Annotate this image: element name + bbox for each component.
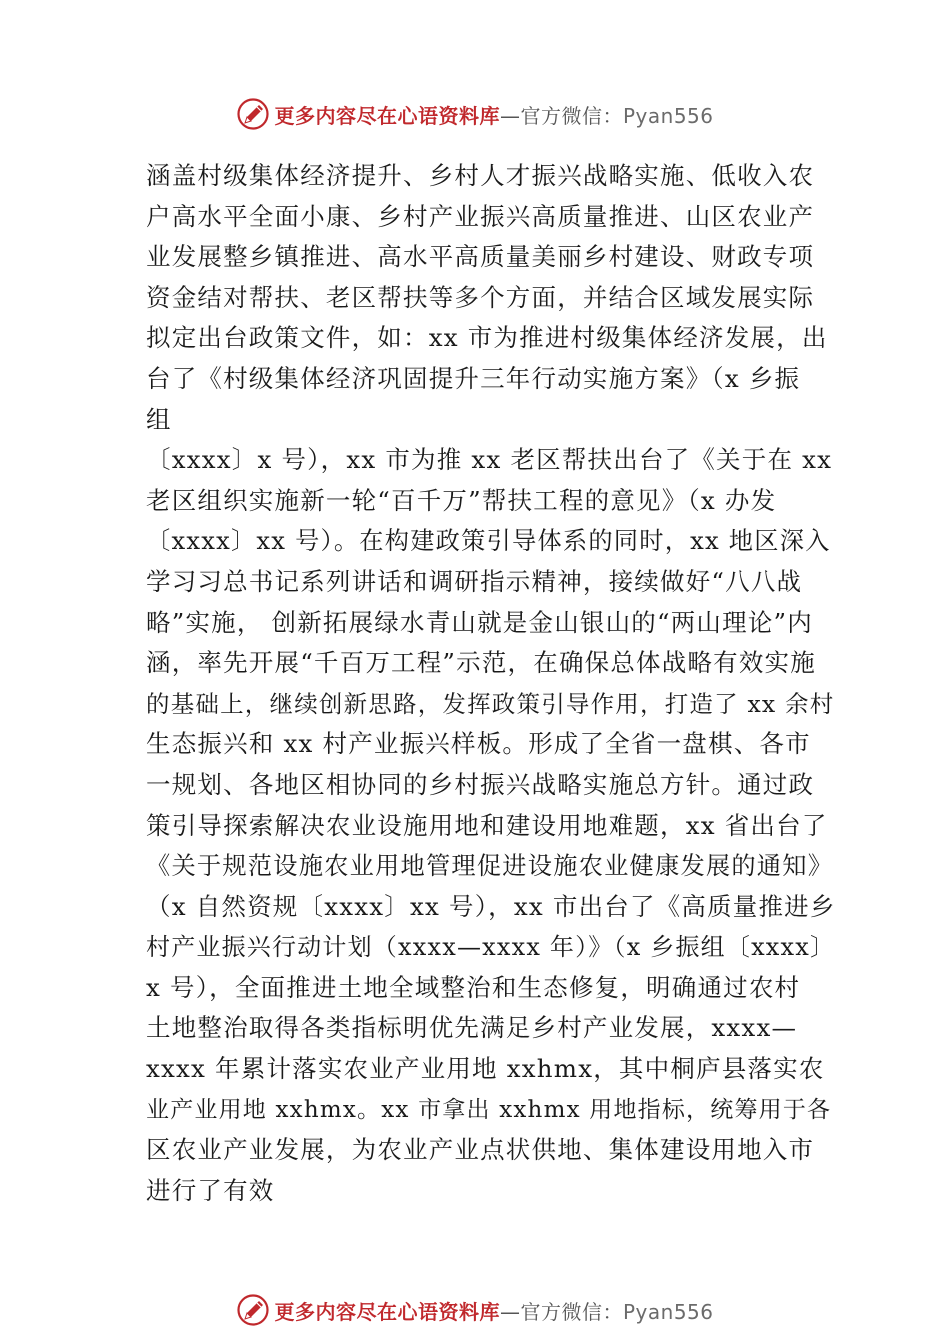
body-line: 拟定出台政策文件，如：xx 市为推进村级集体经济发展，出: [146, 323, 828, 353]
body-line: 进行了有效: [146, 1175, 275, 1205]
body-line: 土地整治取得各类指标明优先满足乡村产业发展，xxxx—: [146, 1013, 798, 1043]
body-line: 学习习总书记系列讲话和调研指示精神，接续做好“八八战: [146, 566, 803, 596]
body-line: 生态振兴和 xx 村产业振兴样板。形成了全省一盘棋、各市: [146, 729, 811, 759]
body-line: （x 自然资规〔xxxx〕xx 号），xx 市出台了《高质量推进乡: [146, 891, 836, 921]
body-line: 组: [146, 404, 172, 434]
body-line: 户高水平全面小康、乡村产业振兴高质量推进、山区农业产: [146, 201, 815, 231]
header-banner-separator: —: [499, 103, 521, 128]
body-line: 业发展整乡镇推进、高水平高质量美丽乡村建设、财政专项: [146, 242, 815, 272]
body-line: 〔xxxx〕x 号），xx 市为推 xx 老区帮扶出台了《关于在 xx: [146, 445, 833, 475]
body-line: 台了《村级集体经济巩固提升三年行动实施方案》（x 乡振: [146, 363, 801, 393]
body-line: 的基础上，继续创新思路，发挥政策引导作用，打造了 xx 余村: [146, 689, 835, 718]
footer-banner-text: [274, 1296, 713, 1325]
document-body: [146, 156, 836, 1211]
pen-logo-icon: [236, 1293, 270, 1327]
header-banner-wechat-id: Pyan556: [622, 103, 714, 128]
body-line: 区农业产业发展，为农业产业点状供地、集体建设用地入市: [146, 1135, 815, 1165]
footer-banner: [0, 1290, 950, 1330]
footer-banner-wechat-label: 官方微信：: [520, 1299, 623, 1324]
pen-logo-icon: [236, 97, 270, 131]
body-line: 村产业振兴行动计划（xxxx—xxxx 年）》（x 乡振组〔xxxx〕: [146, 933, 836, 962]
body-line: 一规划、各地区相协同的乡村振兴战略实施总方针。通过政: [146, 769, 815, 799]
body-line: 资金结对帮扶、老区帮扶等多个方面，并结合区域发展实际: [146, 282, 815, 312]
header-banner-main: 更多内容尽在心语资料库: [274, 103, 500, 128]
body-line: 〔xxxx〕xx 号）。在构建政策引导体系的同时，xx 地区深入: [146, 526, 831, 556]
footer-banner-separator: —: [499, 1299, 521, 1324]
footer-banner-wechat-id: Pyan556: [622, 1299, 714, 1324]
body-line: 涵，率先开展“千百万工程”示范，在确保总体战略有效实施: [146, 648, 816, 678]
footer-banner-main: 更多内容尽在心语资料库: [274, 1299, 500, 1324]
header-banner-wechat-label: 官方微信：: [520, 103, 623, 128]
body-line: xxxx 年累计落实农业产业用地 xxhmx，其中桐庐县落实农: [146, 1054, 825, 1084]
header-banner: [0, 94, 950, 134]
body-line: 老区组织实施新一轮“百千万”帮扶工程的意见》（x 办发: [146, 485, 777, 515]
body-line: 略”实施， 创新拓展绿水青山就是金山银山的“两山理论”内: [146, 607, 813, 637]
body-line: 《关于规范设施农业用地管理促进设施农业健康发展的通知》: [146, 851, 834, 881]
header-banner-text: [274, 100, 713, 129]
body-line: 策引导探索解决农业设施用地和建设用地难题，xx 省出台了: [146, 810, 828, 840]
body-line: x 号），全面推进土地全域整治和生态修复，明确通过农村: [146, 972, 801, 1002]
body-line: 业产业用地 xxhmx。xx 市拿出 xxhmx 用地指标，统筹用于各: [146, 1096, 832, 1123]
body-line: 涵盖村级集体经济提升、乡村人才振兴战略实施、低收入农: [146, 161, 815, 190]
